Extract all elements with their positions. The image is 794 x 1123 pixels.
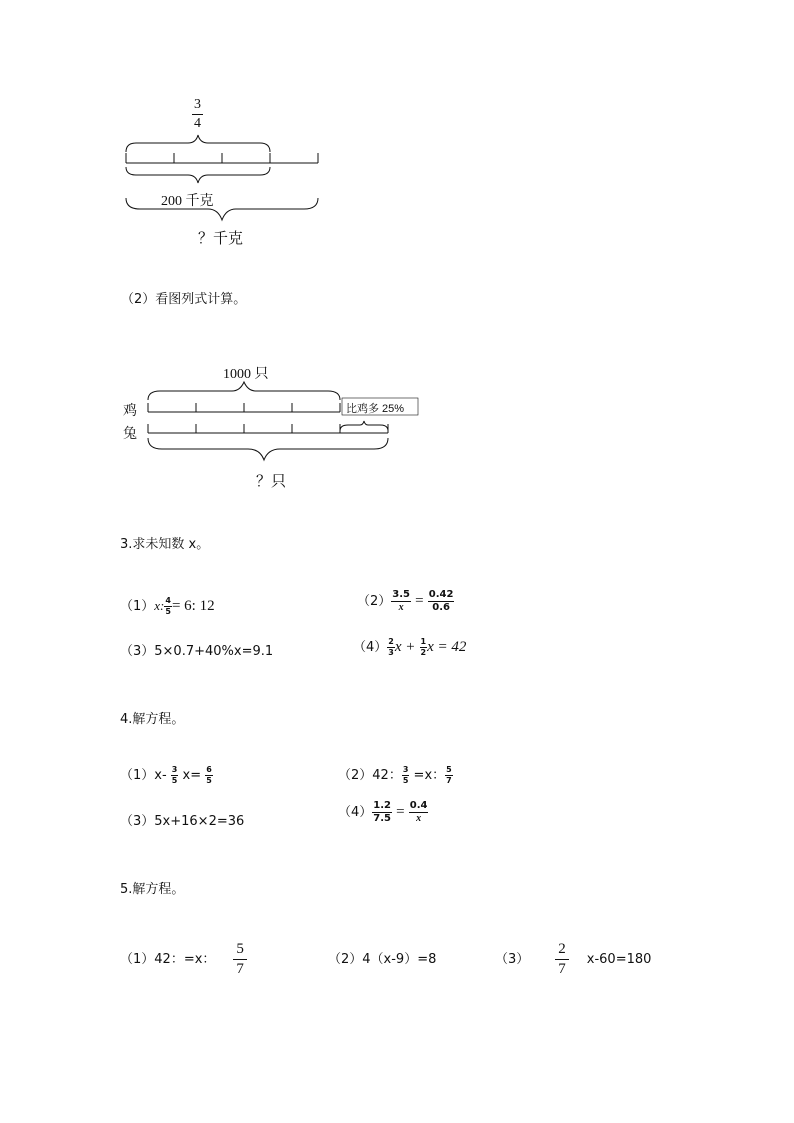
s4-problem-4: （4） $\frac{1.2}{7.5}$ = $\frac{0.4}{x}$ bbox=[338, 800, 428, 824]
label-1000: 1000 只 bbox=[223, 367, 269, 382]
section-5-title: 5.解方程。 bbox=[120, 882, 185, 897]
diagram-2 bbox=[0, 0, 794, 500]
label-total-rabbits: ？只 bbox=[256, 474, 287, 490]
q2-label: （2）看图列式计算。 bbox=[121, 292, 247, 307]
brace-1000 bbox=[148, 382, 340, 400]
s3-problem-3: （3）5×0.7+40%x=9.1 bbox=[120, 644, 274, 659]
s5-problem-3: （3） $\frac{2}{7}$ x-60=180 bbox=[495, 941, 652, 977]
s4-problem-2: （2）42： $\frac{3}{5}$ =x： $\frac{5}{7}$ bbox=[338, 765, 452, 785]
s5-problem-2: （2）4（x-9）=8 bbox=[328, 952, 437, 967]
section-3-title: 3.求未知数 x。 bbox=[120, 537, 210, 552]
section-4-title: 4.解方程。 bbox=[120, 712, 185, 727]
s4-problem-3: （3）5x+16×2=36 bbox=[120, 814, 245, 829]
label-total-kg: ？千克 bbox=[198, 231, 244, 247]
brace-rabbit-total bbox=[148, 438, 388, 460]
label-200kg: 200 千克 bbox=[161, 194, 214, 209]
fraction-3-4: $\frac{3}{4}$ bbox=[194, 97, 201, 131]
s3-problem-1: （1）x: $\frac{4}{5}$ = 6: 12 bbox=[120, 596, 215, 616]
s3-problem-2: （2） $\frac{3.5}{x}$ = $\frac{0.42}{0.6}$ bbox=[357, 589, 454, 613]
s4-problem-1: （1）x- $\frac{3}{5}$ x= $\frac{6}{5}$ bbox=[120, 765, 212, 785]
s3-problem-4: （4） $\frac{2}{3}$ x + $\frac{1}{2}$ x = 42 bbox=[353, 637, 467, 657]
label-more-than-chicken: 比鸡多 25% bbox=[346, 403, 405, 415]
label-chicken: 鸡 bbox=[123, 403, 137, 419]
label-rabbit: 兔 bbox=[123, 426, 137, 442]
brace-25pct bbox=[340, 421, 388, 431]
s5-problem-1: （1）42：=x： $\frac{5}{7}$ bbox=[120, 942, 247, 977]
